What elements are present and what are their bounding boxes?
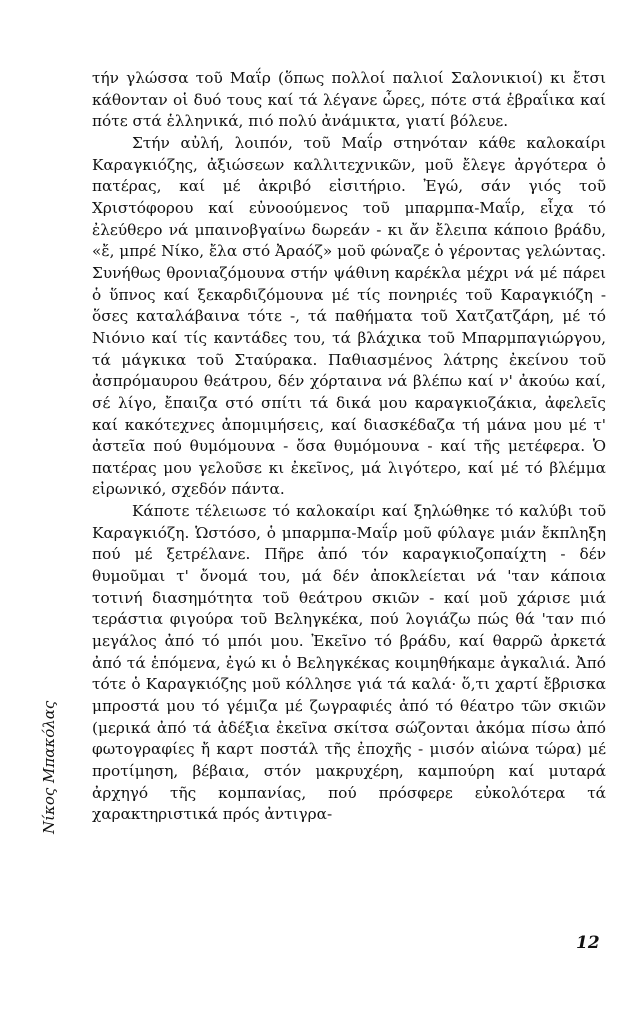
body-text <box>92 68 606 826</box>
author-running-head: Νίκος Μπακόλας <box>40 700 58 834</box>
paragraph-continued: τήν γλώσσα τοῦ Μαΐρ (ὅπως πολλοί παλιοί Σαλονικιοί) κι ἔτσι κάθονταν οἱ δυό τους καί τά λέγανε ὧρες, πότε στά ἑβραΐικα καί πότε στά ἑλληνικά, πιό πολύ ἀνάμικτα, γιατί βόλευε. <box>92 69 606 131</box>
paragraph-summer-ended: Κάποτε τέλειωσε τό καλοκαίρι καί ξηλώθηκε τό καλύβι τοῦ Καραγκιόζη. Ὡστόσο, ὁ μπαρμπα-Μαΐρ μοῦ φύλαγε μιάν ἔκπληξη πού μέ ξετρέλανε. Πῆρε ἀπό τόν καραγκιοζοπαίχτη - δέν θυμοῦμαι τ' ὄνομά του, μά δέν ἀποκλείεται νά 'ταν κάποια τοτινή διασημότητα τοῦ θεάτρου σκιῶν - καί μοῦ χάρισε μιά τεράστια φιγούρα τοῦ Βεληγκέκα, πού λογιάζω πώς θά 'ταν πιό μεγάλος ἀπό τό μπόι μου. Ἐκεῖνο τό βράδυ, καί θαρρῶ ἀρκετά ἀπό τά ἑπόμενα, ἐγώ κι ὁ Βεληγκέκας κοιμηθήκαμε ἀγκαλιά. Ἀπό τότε ὁ Καραγκιόζης μοῦ κόλλησε γιά τά καλά· ὅ,τι χαρτί ἔβρισκα μπροστά μου τό γέμιζα μέ ζωγραφιές ἀπό τό θέατρο τῶν σκιῶν (μερικά ἀπό τά ἀδέξια ἐκεῖνα σκίτσα σώζονται ἀκόμα πίσω ἀπό φωτογραφίες ἤ καρτ ποστάλ τῆς ἐποχῆς - μισόν αἰώνα τώρα) μέ προτίμηση, βέβαια, στόν μακρυχέρη, καμπούρη καί μυταρά ἀρχηγό τῆς κομπανίας, πού πρόσφερε εὐκολότερα τά χαρακτηριστικά πρός ἀντιγρα- <box>92 502 606 824</box>
paragraph-karagiozis-yard: Στήν αὐλή, λοιπόν, τοῦ Μαΐρ στηνόταν κάθε καλοκαίρι Καραγκιόζης, ἀξιώσεων καλλιτεχνικῶν, μοῦ ἔλεγε ἀργότερα ὁ πατέρας, καί μέ ἀκριβό εἰσιτήριο. Ἐγώ, σάν γιός τοῦ Χριστόφορου καί εὐνοούμενος τοῦ μπαρμπα-Μαΐρ, εἶχα τό ἐλεύθερο νά μπαινοβγαίνω δωρεάν - κι ἄν ἔλειπα κάποιο βράδυ, «ἔ, μπρέ Νίκο, ἔλα στό Ἀραόζ» μοῦ φώναζε ὁ γέροντας γελώντας. Συνήθως θρονιαζόμουνα στήν ψάθινη καρέκλα μέχρι νά μέ πάρει ὁ ὕπνος καί ξεκαρδιζόμουνα μέ τίς πονηριές τοῦ Καραγκιόζη - ὅσες καταλάβαινα τότε -, τά παθήματα τοῦ Χατζατζάρη, μέ τό Νιόνιο καί τίς καντάδες του, τά βλάχικα τοῦ Μπαρμπαγιώργου, τά μάγκικα τοῦ Σταύρακα. Παθιασμένος λάτρης ἐκείνου τοῦ ἀσπρόμαυρου θεάτρου, δέν χόρταινα νά βλέπω καί ν' ἀκούω καί, σέ λίγο, ἔπαιζα στό σπίτι τά δικά μου καραγκιοζάκια, ἀφελεῖς καί κακότεχνες ἀπομιμήσεις, καί διασκέδαζα τή μάνα μου μέ τ' ἀστεῖα πού θυμόμουνα - ὅσα θυμόμουνα - καί τῆς μετέφερα. Ὁ πατέρας μου γελοῦσε κι ἐκεῖνος, μά λιγότερο, καί μέ τό βλέμμα εἰρωνικό, σχεδόν πάντα. <box>92 133 606 499</box>
page-number: 12 <box>576 933 600 953</box>
